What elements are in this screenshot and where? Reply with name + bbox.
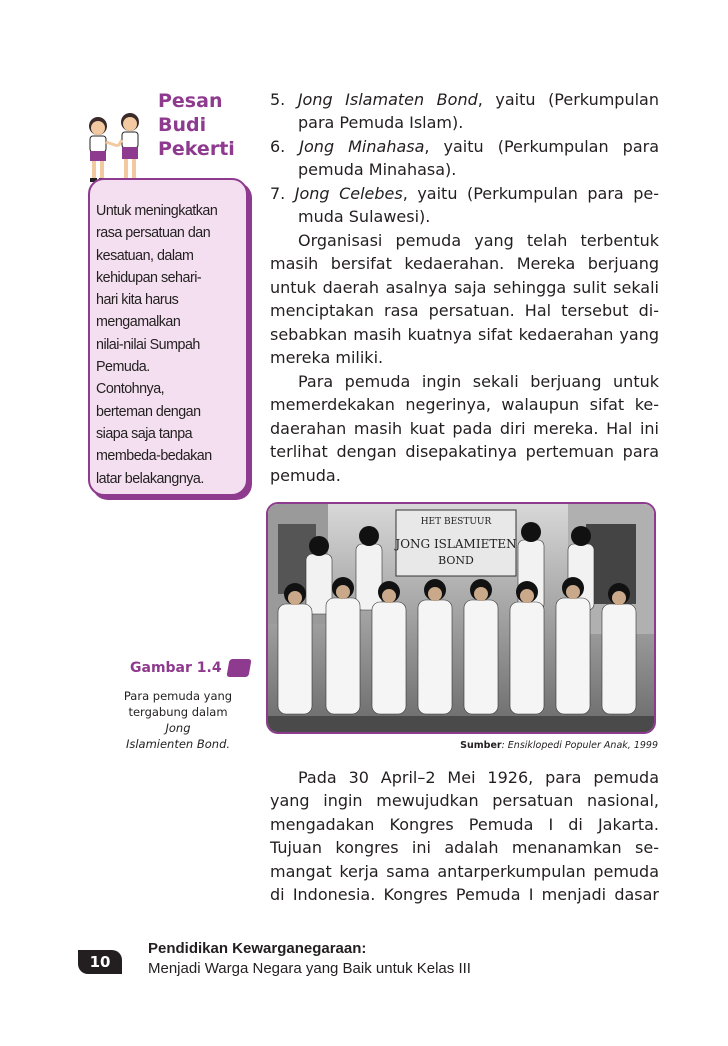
figure-caption bbox=[104, 688, 252, 752]
text-line: memerdekakan negerinya, walaupun sifat ke- bbox=[270, 395, 659, 415]
paragraph-3 bbox=[270, 766, 659, 906]
figure-source: Sumber: Ensiklopedi Populer Anak, 1999 bbox=[460, 740, 658, 751]
figure-tag-shape bbox=[226, 659, 251, 677]
note-line: latar belakangnya. bbox=[96, 470, 204, 487]
text-line: mereka miliki. bbox=[270, 347, 384, 367]
text-line: mangat kerja sama antarperkumpulan pemuda bbox=[270, 861, 659, 881]
note-line: siapa saja tanpa bbox=[96, 425, 193, 442]
text-line: masih bersifat kedaerahan. Mereka berjuang bbox=[270, 254, 659, 274]
list-item-5-cont: para Pemuda Islam). bbox=[298, 113, 464, 133]
text-line: untuk daerah asalnya saja sehingga sulit sekali bbox=[270, 277, 659, 297]
banner-text-2: JONG ISLAMIETEN bbox=[395, 537, 517, 551]
text-line: Organisasi pemuda yang telah terbentuk bbox=[298, 231, 659, 250]
page-number: 10 bbox=[78, 950, 122, 974]
note-line: Contohnya, bbox=[96, 381, 165, 398]
list-item-6: 6. Jong Minahasa, yaitu (Perkumpulan para bbox=[270, 136, 660, 156]
text-line: menciptakan rasa persatuan. Hal tersebut di- bbox=[270, 301, 659, 321]
book-subtitle: Menjadi Warga Negara yang Baik untuk Kelas III bbox=[148, 960, 471, 977]
title-line-3: Pekerti bbox=[158, 138, 235, 160]
text-line: Tujuan kongres ini adalah menanamkan se- bbox=[270, 838, 659, 858]
list-item-5: 5. Jong Islamaten Bond, yaitu (Perkumpulan bbox=[270, 90, 659, 109]
caption-line-3: Islamienten Bond. bbox=[125, 737, 231, 751]
moral-message-text bbox=[96, 200, 244, 490]
text-line: daerahan masih kuat pada diri mereka. Hal ini bbox=[270, 418, 659, 438]
text-line: di Indonesia. Kongres Pemuda I menjadi dasar bbox=[270, 884, 659, 904]
figure-label: Gambar 1.4 bbox=[130, 660, 222, 676]
note-line: membeda-bedakan bbox=[96, 448, 212, 465]
paragraph-2 bbox=[270, 370, 659, 487]
historical-photo bbox=[266, 502, 656, 734]
list-item-6-cont: pemuda Minahasa). bbox=[298, 160, 457, 180]
caption-line-1: Para pemuda yang bbox=[123, 689, 233, 703]
list-item-7: 7. Jong Celebes, yaitu (Perkumpulan para pe- bbox=[270, 183, 660, 203]
text-line: pemuda. bbox=[270, 465, 341, 485]
organization-list bbox=[270, 88, 659, 228]
caption-line-2: tergabung dalam Jong bbox=[128, 705, 228, 735]
note-line: Pemuda. bbox=[96, 359, 150, 376]
list-item-7-cont: muda Sulawesi). bbox=[298, 206, 431, 226]
text-line: mengadakan Kongres Pemuda I di Jakarta. bbox=[270, 814, 659, 834]
book-title: Pendidikan Kewarganegaraan: bbox=[148, 940, 367, 957]
title-line-2: Budi bbox=[158, 114, 207, 136]
paragraph-1 bbox=[270, 229, 659, 369]
pesan-budi-pekerti-title bbox=[158, 89, 235, 161]
banner-text-1: HET BESTUUR bbox=[420, 517, 492, 527]
text-line: yang ingin mewujudkan persatuan nasional, bbox=[270, 791, 659, 811]
text-line: Para pemuda ingin sekali berjuang untuk bbox=[298, 372, 659, 391]
banner-text-3: BOND bbox=[438, 554, 474, 567]
text-line: terlihat dengan disepakatinya pertemuan para bbox=[270, 442, 659, 462]
note-line: berteman dengan bbox=[96, 403, 201, 420]
note-line: nilai-nilai Sumpah bbox=[96, 336, 200, 353]
text-line: Pada 30 April–2 Mei 1926, para pemuda bbox=[298, 768, 659, 787]
note-line: kesatuan, dalam bbox=[96, 247, 194, 264]
text-line: sebabkan masih kuatnya sifat kedaerahan yang bbox=[270, 324, 659, 344]
note-line: rasa persatuan dan bbox=[96, 225, 211, 242]
note-line: kehidupan sehari- bbox=[96, 269, 202, 286]
note-line: mengamalkan bbox=[96, 314, 181, 331]
note-line: Untuk meningkatkan bbox=[96, 203, 218, 219]
group-photo-image bbox=[268, 504, 654, 732]
note-line: hari kita harus bbox=[96, 292, 179, 309]
title-line-1: Pesan bbox=[158, 90, 223, 112]
